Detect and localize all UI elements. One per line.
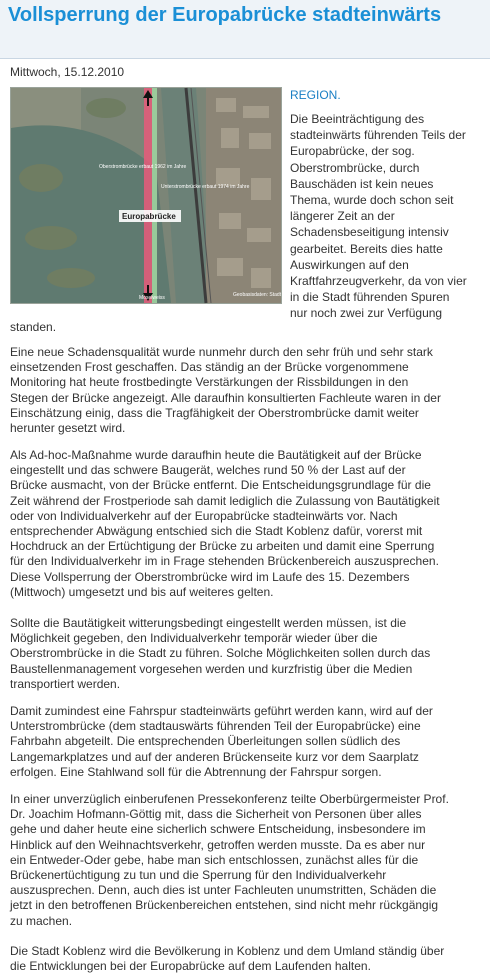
article-date: Mittwoch, 15.12.2010	[10, 65, 125, 79]
photo-label-unter: Unterstrombrücke erbaut 1974 im Jahre	[161, 184, 250, 190]
paragraph-lane: Damit zumindest eine Fahrspur stadteinwärts geführt werden kann, wird auf der Unterstrombrücke (dem stadtauswärts führenden Teil der Europabrücke) eine Fahrbahn abgeteilt. Die entsprechenden Überleitungen sollen südlich des Langemarkplatzes und auf der anderen Brückenseite kurz vor dem Saarplatz erfolgen. Eine Stahlwand soll für die Abtrennung der Fahrspur sorgen.	[10, 704, 433, 779]
article-header	[0, 0, 490, 59]
lead-paragraph: Die Beeinträchtigung des stadteinwärts führenden Teils der Europabrücke, der sog. Oberstrombrücke, durch Bauschäden ist kein neues Thema, wurde doch schon seit längerer Zeit an der Schadensbeseitigung intensiv gearbeitet. Bereits dies hatte Auswirkungen auf den Kraftfahrzeugverkehr, da von vier in die Stadt führenden Spuren nur noch zwei zur Verfügung	[290, 112, 467, 321]
aerial-photo-image	[11, 88, 301, 303]
photo-label-credit: Geobasisdaten: Stadt Koblenz	[233, 292, 301, 298]
paragraph-weather: Sollte die Bautätigkeit witterungsbedingt eingestellt werden müssen, ist die Möglichkeit gegeben, den Individualverkehr temporär wieder über die Oberstrombrücke in die Stadt zu führen. Solche Möglichkeiten sollen durch das Baustellenmanagement vorgesehen werden und kurzfristig über die Medien transportiert werden.	[10, 616, 431, 691]
paragraph-closing: Die Stadt Koblenz wird die Bevölkerung in Koblenz und dem Umland ständig über die Entwicklungen bei der Europabrücke auf dem Laufenden halten.	[10, 944, 445, 974]
region-label: REGION.	[290, 88, 341, 102]
photo-label-main: Europabrücke	[122, 212, 176, 221]
paragraph-press: In einer unverzüglich einberufenen Pressekonferenz teilte Oberbürgermeister Prof. Dr. Joachim Hofmann-Göttig mit, dass die Sicherheit von Personen über alles gehe und daher heute eine sicherlich schwere Entscheidung, insbesondere im Hinblick auf den Weihnachtsverkehr, getroffen werden musste. Da es aber nur ein Entweder-Oder gebe, habe man sich entschlossen, zunächst alles für die Brückenertüchtigung zu tun und die Sperrung für den Individualverkehr auszusprechen. Denn, auch dies ist unter Fachleuten unumstritten, Schäden die jetzt in den betroffenen Brückenbereichen entstehen, sind nicht mehr rückgängig zu machen.	[10, 792, 449, 928]
photo-label-dir: Moselweiss	[139, 295, 165, 301]
article-title: Vollsperrung der Europabrücke stadteinwärts	[8, 4, 442, 26]
paragraph-frost: Eine neue Schadensqualität wurde nunmehr durch den sehr früh und sehr stark einsetzenden Frost geschaffen. Das ständig an der Brücke vorgenommene Monitoring hat heute frostbedingte Verstärkungen der Rissbildungen in den Stegen der Brücke angezeigt. Alle daraufhin konsultierten Fachleute waren in der Einschätzung einig, dass die Tragfähigkeit der Oberstrombrücke damit weiter herunter gesetzt wird.	[10, 345, 441, 436]
aerial-photo	[10, 87, 301, 304]
paragraph-adhoc: Als Ad-hoc-Maßnahme wurde daraufhin heute die Bautätigkeit auf der Brücke eingestellt und das schwere Baugerät, welches rund 50 % der Last auf der Brücke ausmacht, von der Brücke entfernt. Die Entscheidungsgrundlage für die Zeit während der Frostperiode sah damit lediglich die Zulassung von Bautätigkeit oder von Individualverkehr auf der Europabrücke stadteinwärts vor. Nach entsprechender Abwägung entschied sich die Stadt Koblenz dafür, vorerst mit Hochdruck an der Ertüchtigung der Brücke zu arbeiten und damit eine Sperrung für den Individualverkehr im in Frage stehenden Brückenbereich auszusprechen. Diese Vollsperrung der Oberstrombrücke wird im Laufe des 15. Dezembers (Mittwoch) umgesetzt und bis auf weiteres gelten.	[10, 448, 440, 599]
lead-paragraph-end: standen.	[10, 320, 57, 334]
photo-label-ober: Oberstrombrücke erbaut 1962 im Jahre	[99, 164, 187, 170]
